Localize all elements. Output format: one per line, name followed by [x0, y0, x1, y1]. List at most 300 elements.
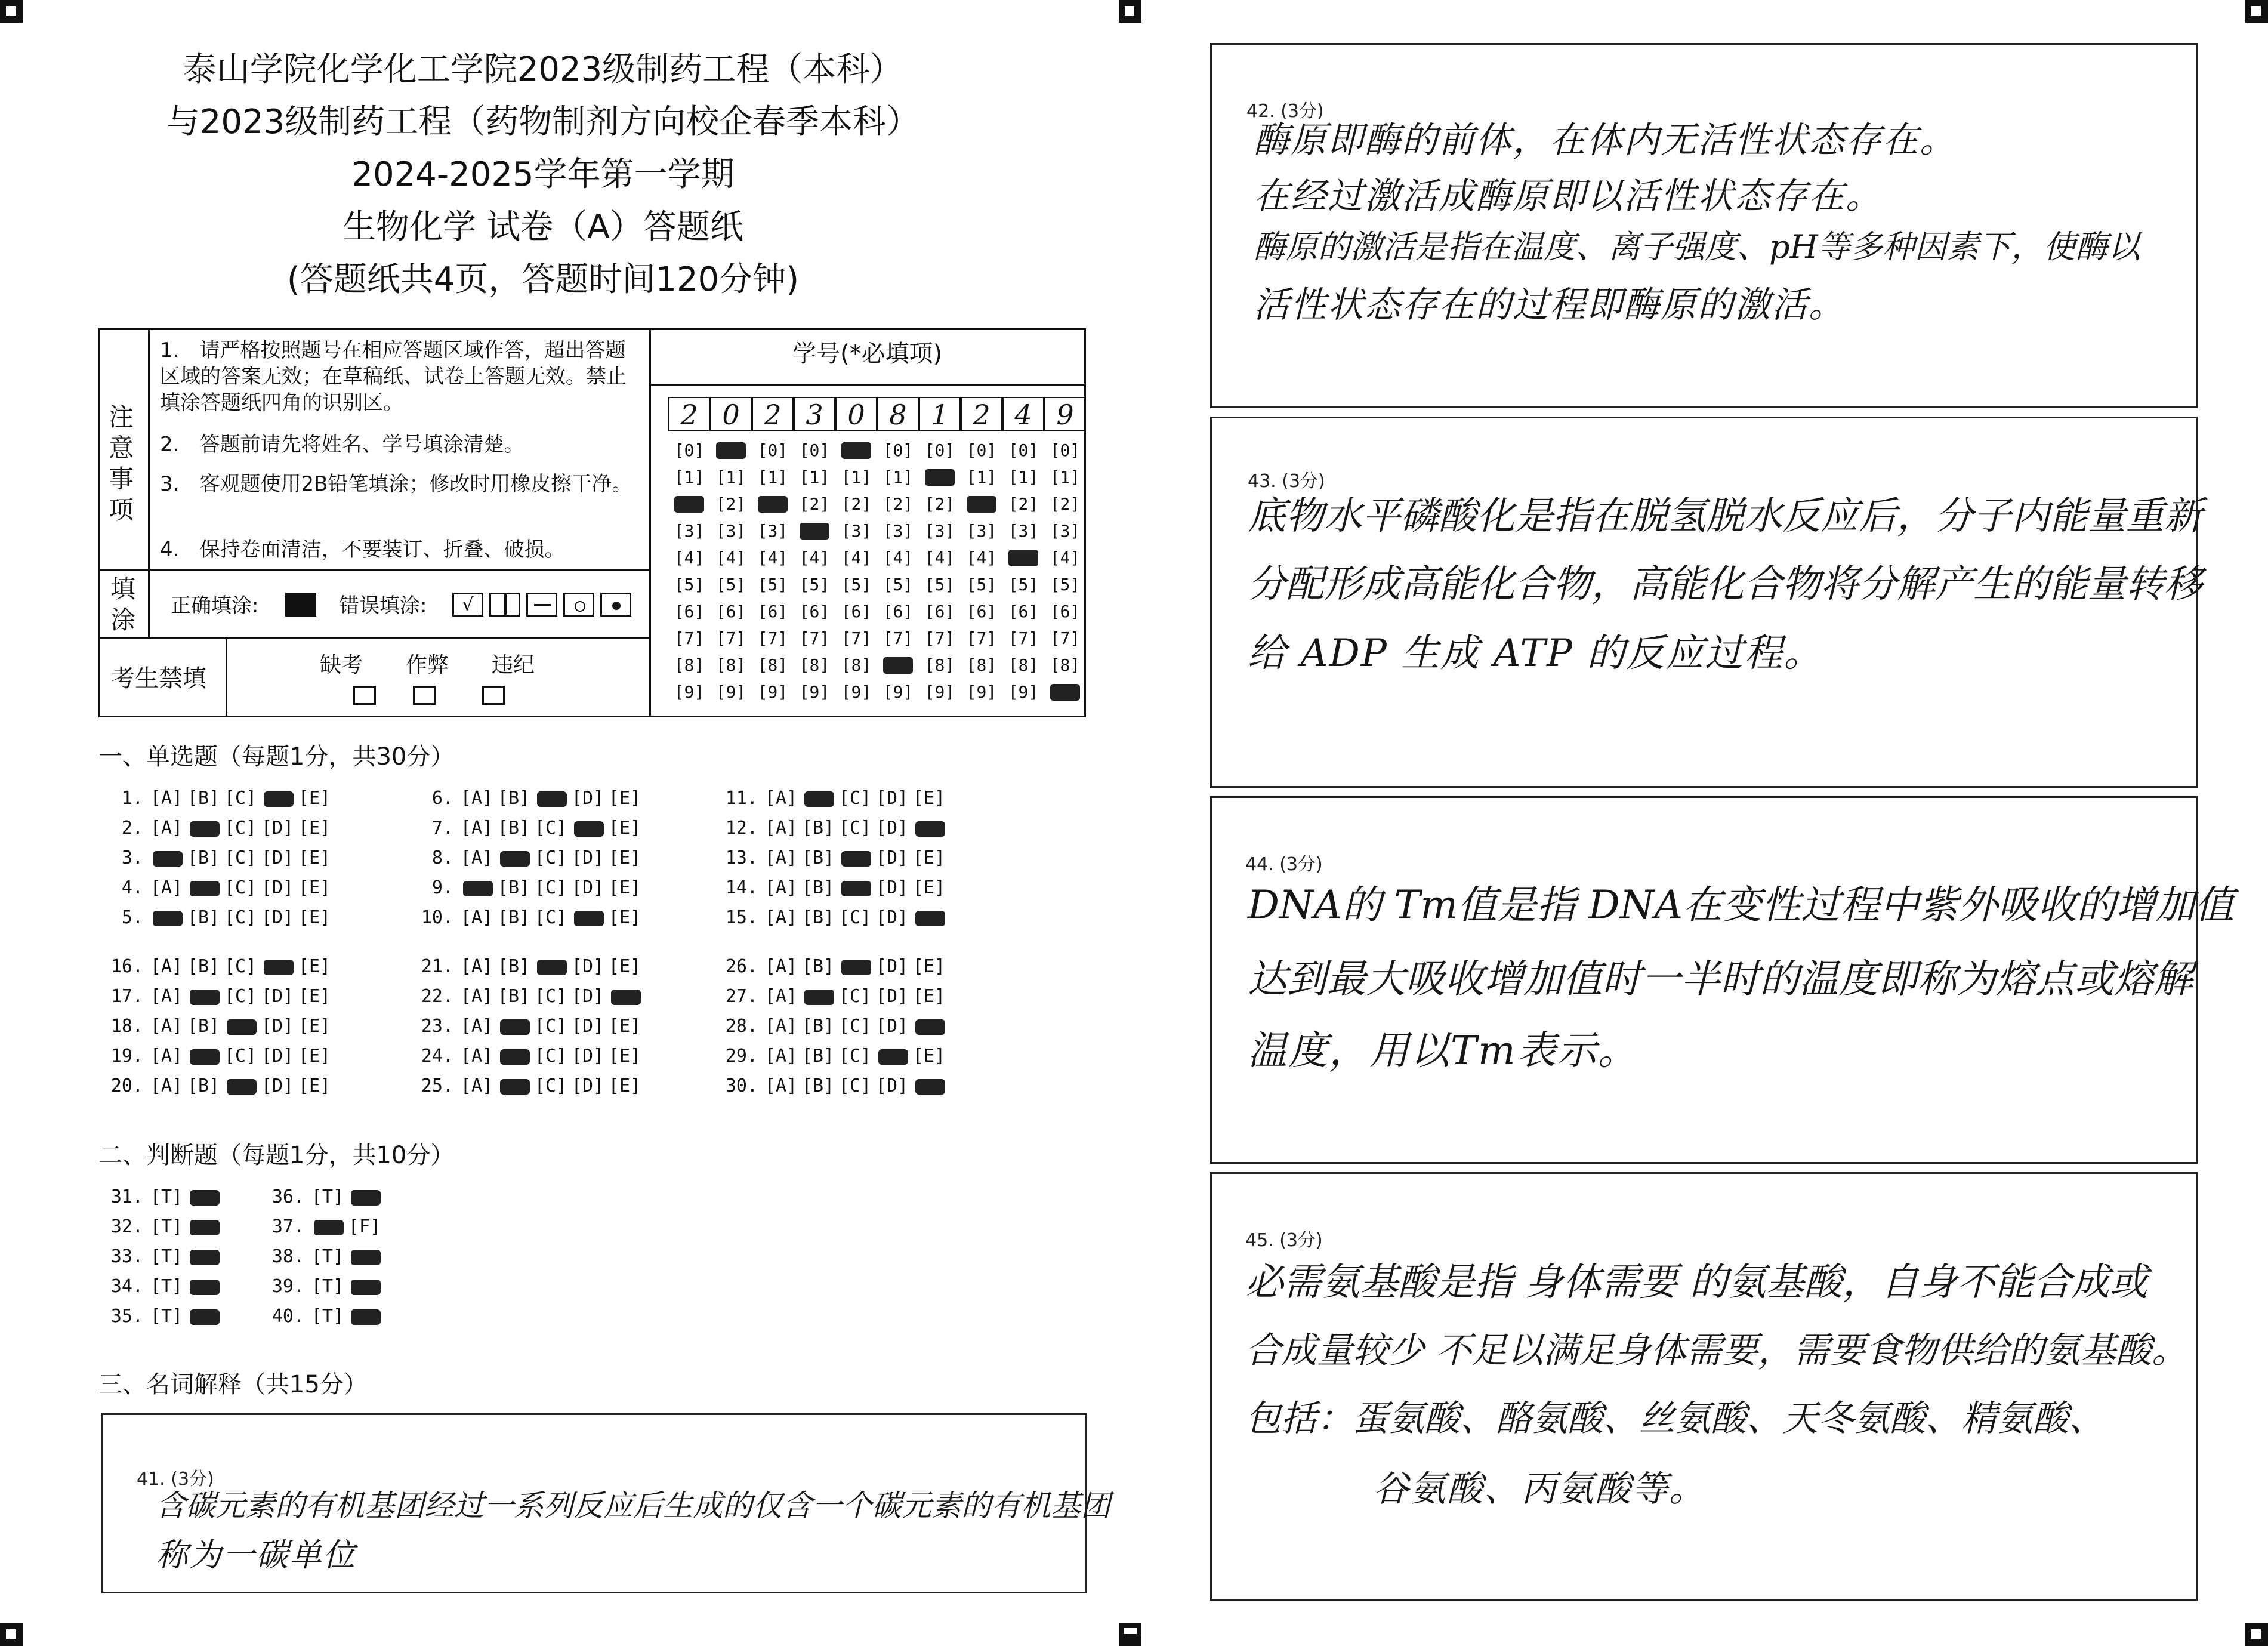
student-id-bubble[interactable]: [9] [966, 682, 997, 702]
mcq-bubble-a[interactable]: [A] [150, 1016, 183, 1037]
student-id-bubble[interactable]: [5] [1008, 575, 1039, 594]
mcq-bubble-a[interactable]: [A] [764, 1016, 798, 1037]
mcq-bubble-b[interactable] [185, 985, 222, 1009]
mcq-bubble-a[interactable]: [A] [460, 986, 493, 1007]
student-id-bubble[interactable]: [7] [924, 628, 955, 648]
mcq-bubble-b[interactable]: [B] [801, 1046, 835, 1066]
student-id-bubble[interactable]: [0] [757, 440, 788, 460]
student-id-digit-5[interactable]: 0 [835, 397, 877, 431]
student-id-bubble[interactable] [919, 466, 961, 489]
mcq-bubble-e[interactable]: [E] [298, 877, 331, 898]
mcq-bubble-c[interactable]: [C] [838, 1046, 872, 1066]
student-id-bubble[interactable]: [0] [799, 440, 830, 460]
mcq-bubble-d[interactable]: [D] [261, 877, 294, 898]
student-id-bubble[interactable] [710, 439, 752, 463]
student-id-bubble[interactable]: [5] [674, 575, 705, 594]
mcq-bubble-a[interactable] [458, 876, 495, 900]
student-id-bubble[interactable]: [4] [882, 548, 914, 568]
student-id-bubble[interactable]: [8] [1050, 655, 1081, 675]
mcq-bubble-c[interactable]: [C] [534, 847, 567, 868]
mcq-bubble-c[interactable]: [C] [534, 877, 567, 898]
student-id-bubble[interactable]: [3] [841, 521, 872, 541]
student-id-bubble[interactable]: [7] [1050, 628, 1081, 648]
student-id-bubble[interactable] [1002, 546, 1044, 570]
student-id-bubble[interactable]: [0] [1008, 440, 1039, 460]
mcq-row-28 [716, 1015, 948, 1038]
mcq-bubble-e[interactable] [911, 906, 948, 930]
student-id-bubble[interactable]: [3] [882, 521, 914, 541]
mcq-row-27 [716, 985, 948, 1009]
tf-bubble-f[interactable] [185, 1185, 222, 1209]
forbidden-absent-box[interactable] [353, 686, 376, 705]
q44-answer-line-3: 温度，用以Tm表示。 [1248, 1028, 1638, 1074]
student-id-digit-9[interactable]: 4 [1002, 397, 1044, 431]
mcq-bubble-e[interactable] [911, 1074, 948, 1098]
mcq-bubble-a[interactable]: [A] [764, 907, 798, 928]
mcq-bubble-a[interactable]: [A] [460, 818, 493, 839]
tf-bubble-t[interactable]: [T] [150, 1186, 183, 1207]
student-id-bubble[interactable]: [4] [924, 548, 955, 568]
mcq-bubble-a[interactable]: [A] [764, 818, 798, 839]
mcq-bubble-c[interactable] [837, 846, 874, 870]
tf-bubble-f[interactable] [346, 1245, 383, 1269]
mcq-bubble-c[interactable]: [C] [534, 818, 567, 839]
mcq-bubble-a[interactable]: [A] [460, 956, 493, 977]
student-id-bubble[interactable]: [9] [841, 682, 872, 702]
mcq-bubble-a[interactable]: [A] [764, 1046, 798, 1066]
mcq-bubble-a[interactable]: [A] [764, 788, 798, 809]
student-id-bubble[interactable]: [2] [715, 494, 746, 514]
student-id-bubble[interactable]: [7] [841, 628, 872, 648]
mcq-bubble-e[interactable]: [E] [298, 907, 331, 928]
student-id-bubble[interactable]: [6] [715, 602, 746, 621]
title-school: 泰山学院化学化工学院2023级制药工程（本科） [183, 50, 903, 89]
mcq-bubble-a[interactable]: [A] [460, 1046, 493, 1066]
student-id-bubble[interactable]: [1] [841, 467, 872, 487]
mcq-bubble-e[interactable]: [E] [912, 956, 946, 977]
mcq-bubble-a[interactable] [148, 846, 185, 870]
student-id-bubble[interactable]: [7] [757, 628, 788, 648]
mcq-bubble-d[interactable]: [D] [875, 818, 909, 839]
student-id-bubble[interactable]: [2] [1050, 494, 1081, 514]
mcq-bubble-b[interactable] [185, 1044, 222, 1068]
mcq-bubble-a[interactable]: [A] [150, 1046, 183, 1066]
mcq-bubble-e[interactable] [911, 1015, 948, 1038]
student-id-bubble[interactable]: [0] [966, 440, 997, 460]
mcq-bubble-d[interactable]: [D] [571, 1016, 604, 1037]
mcq-bubble-c[interactable]: [C] [224, 986, 257, 1007]
mcq-bubble-d[interactable]: [D] [261, 1016, 294, 1037]
mcq-bubble-c[interactable]: [C] [224, 788, 257, 809]
tf-bubble-t[interactable]: [T] [150, 1306, 183, 1327]
student-id-bubble[interactable]: [3] [924, 521, 955, 541]
student-id-bubble[interactable] [752, 492, 794, 516]
student-id-digit-3[interactable]: 2 [752, 397, 794, 431]
mcq-bubble-a[interactable]: [A] [764, 847, 798, 868]
student-id-bubble[interactable]: [7] [1008, 628, 1039, 648]
student-id-bubble[interactable]: [6] [799, 602, 830, 621]
student-id-bubble[interactable]: [4] [966, 548, 997, 568]
student-id-bubble[interactable]: [2] [882, 494, 914, 514]
mcq-bubble-b[interactable]: [B] [801, 1016, 835, 1037]
student-id-bubble[interactable] [835, 439, 877, 463]
student-id-bubble[interactable]: [9] [882, 682, 914, 702]
student-id-bubble[interactable]: [4] [757, 548, 788, 568]
student-id-bubble[interactable]: [6] [757, 602, 788, 621]
mcq-bubble-e[interactable]: [E] [608, 788, 641, 809]
student-id-bubble[interactable]: [8] [1008, 655, 1039, 675]
mcq-bubble-c[interactable] [532, 955, 569, 979]
student-id-bubble[interactable]: [0] [924, 440, 955, 460]
student-id-bubble[interactable]: [8] [841, 655, 872, 675]
section3-title: 三、名词解释（共15分） [98, 1371, 368, 1398]
student-id-bubble[interactable] [961, 492, 1002, 516]
mcq-bubble-a[interactable]: [A] [150, 818, 183, 839]
student-id-bubble[interactable]: [8] [966, 655, 997, 675]
mcq-bubble-a[interactable]: [A] [150, 788, 183, 809]
tf-bubble-t[interactable] [309, 1215, 346, 1239]
mcq-bubble-a[interactable]: [A] [460, 847, 493, 868]
mcq-bubble-a[interactable]: [A] [764, 986, 798, 1007]
mcq-bubble-e[interactable]: [E] [298, 818, 331, 839]
mcq-bubble-b[interactable]: [B] [497, 788, 530, 809]
student-id-bubble[interactable] [1044, 680, 1086, 704]
mcq-bubble-d[interactable] [259, 955, 296, 979]
mcq-bubble-b[interactable]: [B] [187, 907, 220, 928]
mcq-bubble-b[interactable]: [B] [801, 818, 835, 839]
mcq-bubble-c[interactable]: [C] [838, 818, 872, 839]
mcq-bubble-a[interactable]: [A] [460, 907, 493, 928]
student-id-bubble[interactable]: [5] [924, 575, 955, 594]
mcq-bubble-c[interactable]: [C] [534, 1046, 567, 1066]
mcq-bubble-b[interactable]: [B] [187, 956, 220, 977]
wrong-fill-sample-2 [489, 593, 520, 617]
mcq-bubble-e[interactable]: [E] [608, 1046, 641, 1066]
mcq-bubble-e[interactable]: [E] [912, 1046, 946, 1066]
tf-bubble-f[interactable] [185, 1215, 222, 1239]
student-id-digit-1[interactable]: 2 [668, 397, 710, 431]
tf-bubble-t[interactable]: [T] [311, 1276, 344, 1297]
student-id-bubble[interactable]: [9] [715, 682, 746, 702]
mcq-bubble-a[interactable]: [A] [150, 956, 183, 977]
mcq-bubble-e[interactable]: [E] [608, 1016, 641, 1037]
mcq-bubble-d[interactable]: [D] [875, 788, 909, 809]
tf-bubble-f[interactable] [185, 1305, 222, 1328]
mcq-bubble-c[interactable]: [C] [224, 956, 257, 977]
mcq-bubble-d[interactable]: [D] [571, 1075, 604, 1096]
mcq-bubble-d[interactable] [569, 816, 606, 840]
student-id-digit-7[interactable]: 1 [919, 397, 961, 431]
mcq-bubble-b[interactable]: [B] [497, 956, 530, 977]
mcq-bubble-e[interactable]: [E] [608, 1075, 641, 1096]
mcq-bubble-a[interactable]: [A] [150, 877, 183, 898]
mcq-bubble-c[interactable] [837, 876, 874, 900]
mcq-bubble-c[interactable]: [C] [224, 847, 257, 868]
student-id-bubble[interactable]: [3] [1008, 521, 1039, 541]
mcq-bubble-a[interactable]: [A] [764, 1075, 798, 1096]
student-id-bubble[interactable]: [0] [1050, 440, 1081, 460]
tf-bubble-f[interactable] [346, 1305, 383, 1328]
mcq-bubble-b[interactable]: [B] [187, 847, 220, 868]
answer-box-43 [1210, 417, 2202, 788]
student-id-bubble[interactable]: [1] [799, 467, 830, 487]
mcq-bubble-e[interactable]: [E] [298, 986, 331, 1007]
question-number: 22. [421, 986, 453, 1007]
student-id-bubble[interactable]: [2] [924, 494, 955, 514]
mcq-bubble-e[interactable]: [E] [608, 818, 641, 839]
mcq-bubble-e[interactable]: [E] [912, 986, 946, 1007]
student-id-digit-8[interactable]: 2 [961, 397, 1002, 431]
mcq-bubble-c[interactable]: [C] [838, 788, 872, 809]
tf-bubble-t[interactable]: [T] [150, 1246, 183, 1267]
mcq-bubble-e[interactable]: [E] [912, 877, 946, 898]
tf-bubble-t[interactable]: [T] [150, 1216, 183, 1237]
mcq-bubble-c[interactable] [222, 1015, 259, 1038]
student-id-bubble[interactable]: [6] [674, 602, 705, 621]
student-id-bubble[interactable]: [4] [841, 548, 872, 568]
mcq-bubble-e[interactable]: [E] [608, 847, 641, 868]
mcq-bubble-b[interactable] [185, 876, 222, 900]
student-id-bubble[interactable]: [1] [674, 467, 705, 487]
student-id-bubble[interactable]: [6] [966, 602, 997, 621]
mcq-bubble-d[interactable]: [D] [875, 1016, 909, 1037]
forbidden-cheat-box[interactable] [413, 686, 436, 705]
mcq-bubble-d[interactable]: [D] [875, 907, 909, 928]
student-id-bubble[interactable] [877, 654, 919, 677]
student-id-bubble[interactable]: [7] [799, 628, 830, 648]
mcq-bubble-b[interactable]: [B] [497, 907, 530, 928]
mcq-bubble-e[interactable]: [E] [912, 847, 946, 868]
mcq-bubble-d[interactable]: [D] [261, 986, 294, 1007]
student-id-digit-6[interactable]: 8 [877, 397, 919, 431]
student-id-bubble[interactable] [794, 519, 835, 543]
mcq-bubble-d[interactable]: [D] [875, 877, 909, 898]
student-id-bubble[interactable]: [1] [882, 467, 914, 487]
mcq-bubble-b[interactable]: [B] [497, 818, 530, 839]
student-id-bubble[interactable]: [8] [715, 655, 746, 675]
mcq-bubble-d[interactable]: [D] [571, 877, 604, 898]
mcq-bubble-b[interactable]: [B] [801, 847, 835, 868]
student-id-bubble[interactable]: [9] [757, 682, 788, 702]
mcq-bubble-b[interactable] [800, 985, 837, 1009]
mcq-bubble-c[interactable]: [C] [838, 907, 872, 928]
mcq-bubble-b[interactable]: [B] [801, 907, 835, 928]
student-id-bubble[interactable]: [8] [757, 655, 788, 675]
mcq-bubble-e[interactable]: [E] [298, 847, 331, 868]
mcq-bubble-e[interactable]: [E] [298, 1046, 331, 1066]
student-id-bubble[interactable]: [7] [674, 628, 705, 648]
mcq-bubble-c[interactable]: [C] [534, 1016, 567, 1037]
mcq-bubble-a[interactable]: [A] [150, 1075, 183, 1096]
student-id-bubble[interactable]: [3] [757, 521, 788, 541]
tf-bubble-f[interactable] [346, 1185, 383, 1209]
student-id-bubble[interactable]: [6] [1008, 602, 1039, 621]
mcq-bubble-e[interactable]: [E] [608, 877, 641, 898]
mcq-bubble-d[interactable]: [D] [571, 986, 604, 1007]
mcq-bubble-d[interactable] [874, 1044, 911, 1068]
mcq-bubble-a[interactable]: [A] [460, 1075, 493, 1096]
mcq-bubble-c[interactable]: [C] [838, 1075, 872, 1096]
mcq-bubble-c[interactable]: [C] [534, 986, 567, 1007]
student-id-bubble[interactable]: [7] [715, 628, 746, 648]
mcq-bubble-d[interactable]: [D] [875, 1075, 909, 1096]
student-id-bubble[interactable] [668, 492, 710, 516]
mcq-bubble-c[interactable] [532, 787, 569, 810]
student-id-bubble[interactable]: [9] [924, 682, 955, 702]
mcq-bubble-c[interactable]: [C] [224, 818, 257, 839]
mcq-bubble-d[interactable]: [D] [571, 788, 604, 809]
student-id-bubble[interactable]: [8] [924, 655, 955, 675]
mcq-bubble-a[interactable]: [A] [460, 1016, 493, 1037]
mcq-bubble-a[interactable]: [A] [764, 956, 798, 977]
question-number: 37. [271, 1216, 304, 1237]
student-id-bubble[interactable]: [5] [715, 575, 746, 594]
mcq-bubble-d[interactable]: [D] [261, 818, 294, 839]
student-id-bubble[interactable]: [3] [966, 521, 997, 541]
student-id-bubble[interactable]: [2] [841, 494, 872, 514]
student-id-bubble[interactable]: [6] [882, 602, 914, 621]
tf-bubble-f[interactable] [185, 1275, 222, 1299]
student-id-bubble[interactable]: [8] [799, 655, 830, 675]
student-id-digit-4[interactable]: 3 [794, 397, 835, 431]
student-id-digit-10[interactable]: 9 [1044, 397, 1086, 431]
student-id-bubble[interactable]: [4] [799, 548, 830, 568]
tf-bubble-t[interactable]: [T] [311, 1186, 344, 1207]
tf-bubble-t[interactable]: [T] [150, 1276, 183, 1297]
question-number: 16. [110, 956, 143, 977]
student-id-bubble[interactable]: [3] [674, 521, 705, 541]
mcq-bubble-e[interactable]: [E] [608, 956, 641, 977]
student-id-bubble[interactable]: [0] [674, 440, 705, 460]
student-id-bubble[interactable]: [2] [1008, 494, 1039, 514]
mcq-bubble-c[interactable] [837, 955, 874, 979]
mcq-bubble-e[interactable]: [E] [912, 788, 946, 809]
tf-bubble-t[interactable]: [T] [311, 1306, 344, 1327]
mcq-bubble-b[interactable]: [B] [187, 1075, 220, 1096]
q45-answer-line-2: 合成量较少 不足以满足身体需要，需要食物供给的氨基酸。 [1245, 1330, 2188, 1371]
mcq-bubble-c[interactable]: [C] [534, 907, 567, 928]
student-id-bubble[interactable]: [2] [799, 494, 830, 514]
student-id-bubble[interactable]: [5] [882, 575, 914, 594]
mcq-bubble-e[interactable]: [E] [298, 956, 331, 977]
mcq-bubble-e[interactable]: [E] [298, 1075, 331, 1096]
mcq-bubble-b[interactable] [495, 1044, 532, 1068]
mcq-bubble-d[interactable]: [D] [875, 986, 909, 1007]
mcq-bubble-c[interactable]: [C] [838, 1016, 872, 1037]
mcq-bubble-d[interactable] [259, 787, 296, 810]
answer-box-44 [1210, 796, 2235, 1164]
student-id-bubble[interactable]: [5] [799, 575, 830, 594]
tf-bubble-t[interactable]: [T] [311, 1246, 344, 1267]
mcq-bubble-a[interactable]: [A] [460, 788, 493, 809]
mcq-row-17 [101, 985, 333, 1009]
tf-bubble-f[interactable] [346, 1275, 383, 1299]
student-id-bubble[interactable]: [9] [1008, 682, 1039, 702]
mcq-bubble-b[interactable] [495, 846, 532, 870]
student-id-bubble[interactable]: [1] [1050, 467, 1081, 487]
student-id-digit-2[interactable]: 0 [710, 397, 752, 431]
tf-bubble-f[interactable]: [F] [348, 1216, 381, 1237]
mcq-bubble-b[interactable] [495, 1074, 532, 1098]
mcq-bubble-c[interactable]: [C] [838, 986, 872, 1007]
mcq-bubble-b[interactable]: [B] [497, 986, 530, 1007]
mcq-bubble-d[interactable]: [D] [571, 847, 604, 868]
mcq-bubble-d[interactable]: [D] [875, 956, 909, 977]
student-id-bubble[interactable]: [5] [966, 575, 997, 594]
mcq-bubble-d[interactable] [569, 906, 606, 930]
mcq-bubble-d[interactable]: [D] [261, 847, 294, 868]
student-id-bubble[interactable]: [1] [1008, 467, 1039, 487]
mcq-bubble-d[interactable]: [D] [261, 907, 294, 928]
mcq-bubble-e[interactable] [911, 816, 948, 840]
mcq-bubble-a[interactable] [148, 906, 185, 930]
student-id-bubble[interactable]: [4] [715, 548, 746, 568]
mcq-bubble-e[interactable]: [E] [298, 1016, 331, 1037]
mcq-bubble-c[interactable]: [C] [224, 1046, 257, 1066]
student-id-bubble[interactable]: [3] [1050, 521, 1081, 541]
student-id-bubble[interactable]: [9] [674, 682, 705, 702]
student-id-bubble[interactable]: [0] [882, 440, 914, 460]
mcq-bubble-b[interactable]: [B] [801, 877, 835, 898]
mcq-bubble-c[interactable]: [C] [224, 877, 257, 898]
forbidden-violation-box[interactable] [482, 686, 505, 705]
student-id-bubble[interactable]: [1] [757, 467, 788, 487]
tf-row-32 [101, 1215, 222, 1239]
mcq-bubble-d[interactable]: [D] [571, 956, 604, 977]
mcq-bubble-e[interactable] [606, 985, 643, 1009]
student-id-bubble[interactable]: [6] [841, 602, 872, 621]
student-id-bubble[interactable]: [5] [757, 575, 788, 594]
tf-bubble-f[interactable] [185, 1245, 222, 1269]
mcq-bubble-c[interactable]: [C] [224, 907, 257, 928]
student-id-bubble[interactable]: [4] [1050, 548, 1081, 568]
student-id-bubble[interactable]: [1] [715, 467, 746, 487]
student-id-bubble[interactable]: [5] [1050, 575, 1081, 594]
mcq-bubble-e[interactable]: [E] [298, 788, 331, 809]
mcq-bubble-b[interactable]: [B] [801, 1075, 835, 1096]
notice-item-1: 1. 请严格按照题号在相应答题区域作答，超出答题区域的答案无效；在草稿纸、试卷上答题无效。禁止填涂答题纸四角的识别区。 [160, 338, 627, 415]
student-id-bubble[interactable]: [7] [882, 628, 914, 648]
mcq-bubble-e[interactable]: [E] [608, 907, 641, 928]
mcq-bubble-b[interactable] [800, 787, 837, 810]
student-id-bubble[interactable]: [3] [715, 521, 746, 541]
mcq-bubble-a[interactable]: [A] [764, 877, 798, 898]
mcq-bubble-b[interactable]: [B] [497, 877, 530, 898]
mcq-bubble-b[interactable]: [B] [801, 956, 835, 977]
mcq-bubble-c[interactable]: [C] [534, 1075, 567, 1096]
student-id-bubble[interactable]: [8] [674, 655, 705, 675]
student-id-bubble[interactable]: [4] [674, 548, 705, 568]
mcq-bubble-d[interactable]: [D] [261, 1046, 294, 1066]
mcq-bubble-b[interactable] [495, 1015, 532, 1038]
mcq-bubble-b[interactable] [185, 816, 222, 840]
corner-marker-top-right [2245, 0, 2268, 23]
student-id-bubble[interactable]: [6] [924, 602, 955, 621]
student-id-bubble[interactable]: [5] [841, 575, 872, 594]
mcq-bubble-d[interactable]: [D] [261, 1075, 294, 1096]
mcq-bubble-a[interactable]: [A] [150, 986, 183, 1007]
student-id-bubble[interactable]: [7] [966, 628, 997, 648]
student-id-bubble[interactable]: [9] [799, 682, 830, 702]
mcq-bubble-d[interactable]: [D] [571, 1046, 604, 1066]
student-id-bubble[interactable]: [6] [1050, 602, 1081, 621]
mcq-bubble-c[interactable] [222, 1074, 259, 1098]
mcq-row-30 [716, 1074, 948, 1098]
mcq-bubble-d[interactable]: [D] [875, 847, 909, 868]
mcq-bubble-b[interactable]: [B] [187, 1016, 220, 1037]
student-id-bubble[interactable]: [1] [966, 467, 997, 487]
mcq-bubble-b[interactable]: [B] [187, 788, 220, 809]
